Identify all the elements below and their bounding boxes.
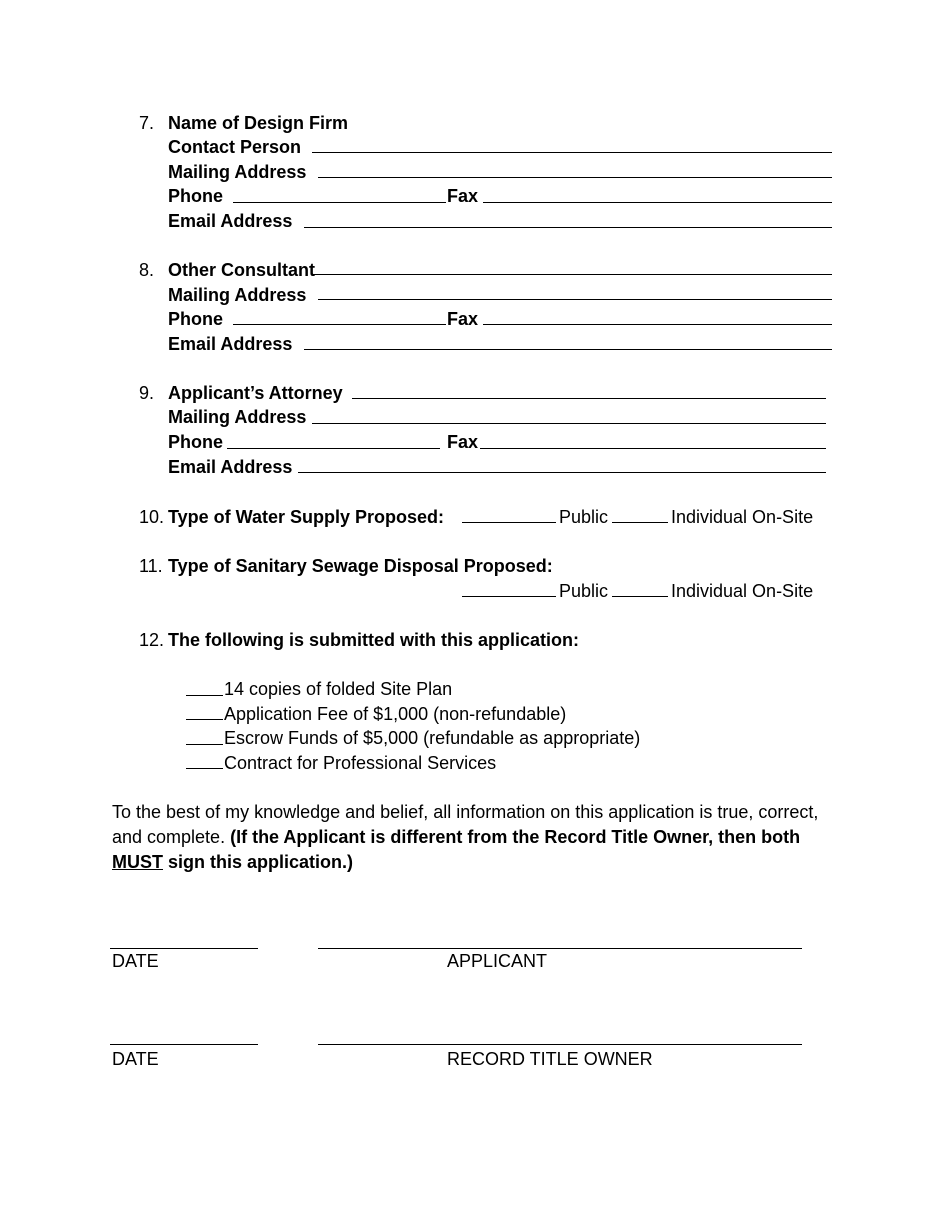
record-title-owner-label: RECORD TITLE OWNER — [447, 1049, 653, 1069]
mailing-address-field[interactable] — [312, 423, 826, 424]
section-11-number: 11. — [139, 556, 163, 576]
fax-field[interactable] — [480, 448, 826, 449]
must-emphasis: MUST — [112, 852, 163, 872]
phone-label: Phone — [168, 186, 224, 206]
applicant-label: APPLICANT — [447, 951, 548, 971]
email-address-label: Email Address — [168, 211, 293, 231]
application-fee-checkbox[interactable] — [186, 719, 223, 720]
fax-label: Fax — [447, 309, 479, 329]
phone-label: Phone — [168, 432, 224, 452]
site-plan-item: 14 copies of folded Site Plan — [224, 679, 453, 699]
other-consultant-label: Other Consultant — [168, 260, 315, 280]
contract-item: Contract for Professional Services — [224, 753, 497, 773]
section-7-number: 7. — [139, 113, 155, 133]
water-public-blank[interactable] — [462, 522, 556, 523]
applicants-attorney-label: Applicant’s Attorney — [168, 383, 343, 403]
section-10-number: 10. — [139, 507, 165, 527]
application-fee-item: Application Fee of $1,000 (non-refundable) — [224, 704, 567, 724]
site-plan-checkbox[interactable] — [186, 695, 223, 696]
applicant-date-label: DATE — [112, 951, 159, 971]
section-8-number: 8. — [139, 260, 155, 280]
contact-person-field[interactable] — [312, 152, 832, 153]
email-address-label: Email Address — [168, 457, 293, 477]
phone-label: Phone — [168, 309, 224, 329]
mailing-address-label: Mailing Address — [168, 285, 307, 305]
email-address-field[interactable] — [304, 227, 832, 228]
contact-person-label: Contact Person — [168, 137, 302, 157]
escrow-funds-checkbox[interactable] — [186, 744, 223, 745]
email-address-field[interactable] — [298, 472, 826, 473]
submitted-items-label: The following is submitted with this application: — [168, 630, 579, 650]
certification-statement — [112, 800, 832, 875]
phone-field[interactable] — [233, 202, 446, 203]
sewage-individual-blank[interactable] — [612, 596, 668, 597]
applicants-attorney-field[interactable] — [352, 398, 826, 399]
owner-date-line[interactable] — [110, 1044, 258, 1045]
phone-field[interactable] — [227, 448, 440, 449]
fax-field[interactable] — [483, 324, 832, 325]
sewage-disposal-label: Type of Sanitary Sewage Disposal Proposed: — [168, 556, 553, 576]
phone-field[interactable] — [233, 324, 446, 325]
certification-note-post: sign this application.) — [163, 852, 354, 872]
mailing-address-label: Mailing Address — [168, 162, 307, 182]
mailing-address-label: Mailing Address — [168, 407, 307, 427]
water-supply-label: Type of Water Supply Proposed: — [168, 507, 445, 527]
email-address-field[interactable] — [304, 349, 832, 350]
water-individual-blank[interactable] — [612, 522, 668, 523]
other-consultant-field[interactable] — [312, 274, 832, 275]
escrow-funds-item: Escrow Funds of $5,000 (refundable as appropriate) — [224, 728, 641, 748]
water-public-option: Public — [559, 507, 609, 527]
fax-label: Fax — [447, 432, 479, 452]
certification-note-pre: (If the Applicant is different from the Record Title Owner, then both — [230, 827, 801, 847]
sewage-individual-option: Individual On-Site — [671, 581, 814, 601]
design-firm-label: Name of Design Firm — [168, 113, 349, 133]
mailing-address-field[interactable] — [318, 299, 832, 300]
certification-text: To the best of my knowledge and belief, all information on this application is true, correct, and complete. — [112, 802, 819, 847]
water-individual-option: Individual On-Site — [671, 507, 814, 527]
mailing-address-field[interactable] — [318, 177, 832, 178]
fax-label: Fax — [447, 186, 479, 206]
section-12-number: 12. — [139, 630, 165, 650]
owner-date-label: DATE — [112, 1049, 159, 1069]
applicant-signature-line[interactable] — [318, 948, 802, 949]
contract-checkbox[interactable] — [186, 768, 223, 769]
sewage-public-blank[interactable] — [462, 596, 556, 597]
email-address-label: Email Address — [168, 334, 293, 354]
fax-field[interactable] — [483, 202, 832, 203]
section-9-number: 9. — [139, 383, 155, 403]
sewage-public-option: Public — [559, 581, 609, 601]
owner-signature-line[interactable] — [318, 1044, 802, 1045]
applicant-date-line[interactable] — [110, 948, 258, 949]
